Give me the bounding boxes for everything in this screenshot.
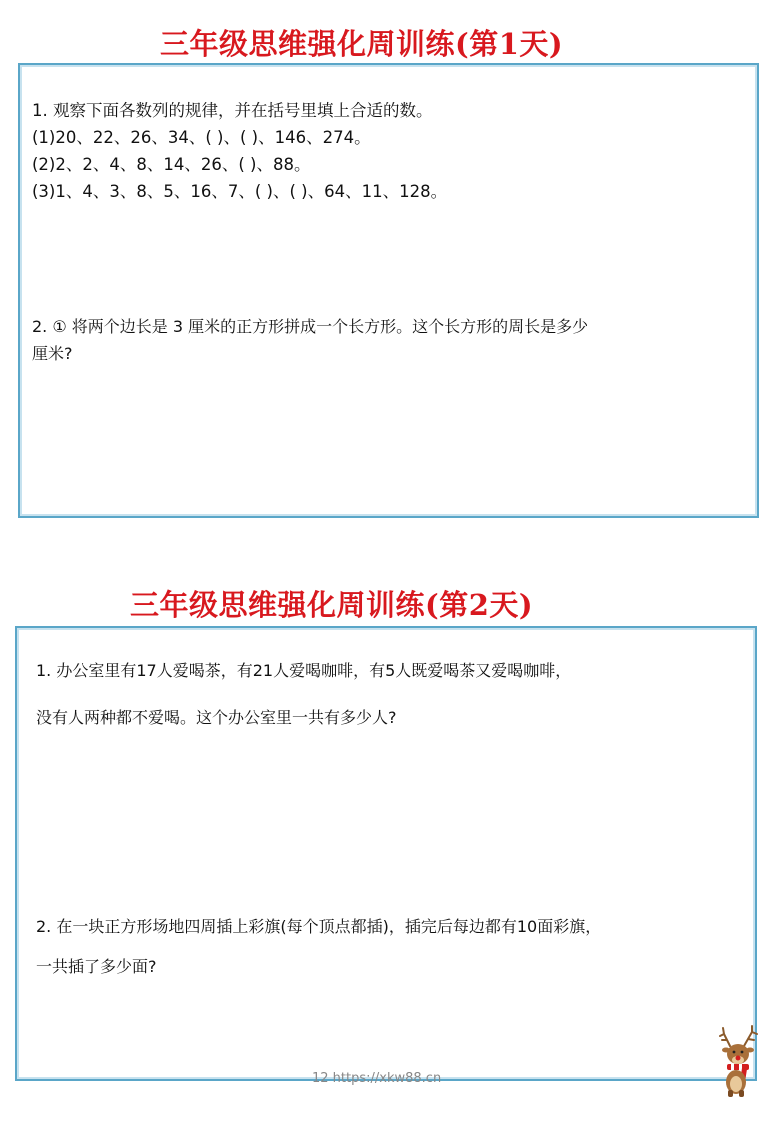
- day2-question-box: [15, 626, 757, 1081]
- day1-q1-part1: (1)20、22、26、34、( )、( )、146、274。: [32, 128, 371, 147]
- day2-q2-line2: 一共插了多少面?: [36, 957, 157, 976]
- day2-title: 三年级思维强化周训练(第2天): [130, 588, 534, 622]
- day1-q1-intro: 1. 观察下面各数列的规律，并在括号里填上合适的数。: [32, 101, 433, 120]
- page-footer: 12 https://xkw88.cn: [312, 1071, 442, 1086]
- day1-q2-line1: 2. ① 将两个边长是 3 厘米的正方形拼成一个长方形。这个长方形的周长是多少: [32, 317, 589, 336]
- day1-title: 三年级思维强化周训练(第1天): [160, 27, 564, 61]
- day2-q1-line1: 1. 办公室里有17人爱喝茶，有21人爱喝咖啡，有5人既爱喝茶又爱喝咖啡，: [36, 661, 572, 680]
- day1-q1-part2: (2)2、2、4、8、14、26、( )、88。: [32, 155, 311, 174]
- day1-q1-part3: (3)1、4、3、8、5、16、7、( )、( )、64、11、128。: [32, 182, 448, 201]
- reindeer-icon: [714, 1024, 766, 1098]
- day1-q2-line2: 厘米?: [32, 344, 73, 363]
- day2-q1-line2: 没有人两种都不爱喝。这个办公室里一共有多少人?: [36, 708, 397, 727]
- day2-q2-line1: 2. 在一块正方形场地四周插上彩旗(每个顶点都插)，插完后每边都有10面彩旗，: [36, 917, 602, 936]
